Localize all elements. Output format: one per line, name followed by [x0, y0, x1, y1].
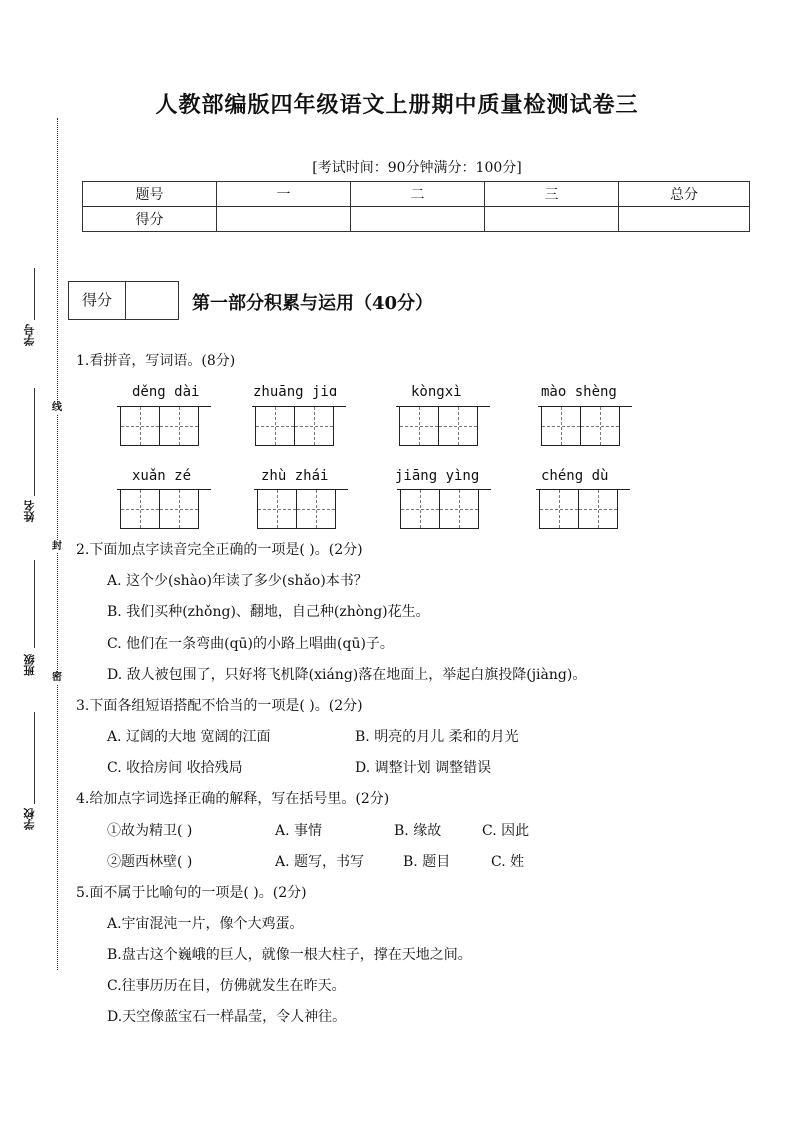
score-table-score-row — [83, 207, 750, 232]
question-4-item-1-option-b: B. 缘故 — [394, 823, 442, 839]
char-box[interactable] — [255, 406, 295, 446]
score-cell-part3[interactable] — [485, 207, 619, 232]
question-4-item-1-option-a: A. 事情 — [275, 823, 323, 839]
char-box[interactable] — [257, 489, 297, 529]
score-table-header-row — [83, 182, 750, 207]
question-4-item-2-option-a: A. 题写，书写 — [275, 854, 365, 870]
char-box[interactable] — [294, 406, 334, 446]
question-4-item-2-option-b: B. 题目 — [403, 854, 451, 870]
pinyin-label: děng dài — [132, 384, 200, 400]
question-4-item-2-option-c: C. 姓 — [491, 854, 525, 870]
question-5-option-b[interactable]: B.盘古这个巍峨的巨人，就像一根大柱子，撑在天地之间。 — [107, 947, 472, 963]
school-label: 学校 — [23, 808, 36, 830]
pinyin-label: xuǎn zé — [132, 468, 192, 484]
pinyin-label: kòngxì — [411, 384, 462, 400]
char-box[interactable] — [438, 406, 478, 446]
score-cell-total[interactable] — [619, 207, 750, 232]
writing-grid[interactable] — [255, 406, 332, 446]
score-row-label: 得分 — [83, 207, 217, 232]
char-box[interactable] — [400, 489, 440, 529]
pinyin-label: jiāng yìng — [395, 468, 480, 484]
writing-grid[interactable] — [120, 489, 197, 529]
question-3-option-b[interactable]: B. 明亮的月儿 柔和的月光 — [355, 729, 519, 745]
char-box[interactable] — [580, 406, 620, 446]
char-box[interactable] — [439, 489, 479, 529]
char-box[interactable] — [539, 489, 579, 529]
pinyin-label: mào shèng — [541, 384, 617, 400]
section-score-field[interactable] — [126, 282, 178, 319]
name-blank[interactable] — [34, 388, 35, 496]
writing-grid[interactable] — [257, 489, 334, 529]
pinyin-label: zhuāng jiɑ — [253, 384, 338, 400]
question-5-option-d[interactable]: D.天空像蓝宝石一样晶莹，令人神往。 — [107, 1009, 347, 1025]
class-blank[interactable] — [34, 560, 35, 648]
student-id-blank[interactable] — [34, 268, 35, 320]
page-title: 人教部编版四年级语文上册期中质量检测试卷三 — [155, 92, 639, 118]
question-2-option-a[interactable]: A. 这个少(shào)年读了多少(shǎo)本书？ — [107, 573, 368, 589]
char-box[interactable] — [159, 489, 199, 529]
question-1-prompt: 1.看拼音，写词语。(8分) — [76, 353, 236, 369]
writing-grid[interactable] — [399, 406, 476, 446]
section-score-box — [68, 281, 179, 320]
question-4-item-1[interactable]: ①故为精卫( ) — [107, 823, 193, 839]
name-label: 姓名 — [23, 500, 36, 522]
question-3-option-c[interactable]: C. 收拾房间 收拾残局 — [107, 760, 243, 776]
exam-time-note: [考试时间：90分钟满分：100分] — [312, 160, 522, 176]
student-id-label: 学号 — [23, 324, 36, 346]
question-5-option-c[interactable]: C.往事历历在目，仿佛就发生在昨天。 — [107, 978, 346, 994]
class-label: 班级 — [23, 654, 36, 676]
question-3-option-a[interactable]: A. 辽阔的大地 宽阔的江面 — [107, 729, 271, 745]
pinyin-label: chéng dù — [541, 468, 609, 484]
school-blank[interactable] — [34, 712, 35, 804]
question-4-item-1-option-c: C. 因此 — [482, 823, 530, 839]
char-box[interactable] — [578, 489, 618, 529]
char-box[interactable] — [399, 406, 439, 446]
header-cell-number: 题号 — [83, 182, 217, 207]
seal-char-secret: 密 — [52, 672, 62, 683]
pinyin-label: zhù zhái — [261, 468, 329, 484]
header-cell-part1: 一 — [217, 182, 351, 207]
writing-grid[interactable] — [541, 406, 618, 446]
question-5-option-a[interactable]: A.宇宙混沌一片，像个大鸡蛋。 — [107, 916, 304, 932]
score-table — [82, 181, 750, 232]
question-3-prompt: 3.下面各组短语搭配不恰当的一项是( )。(2分) — [76, 698, 363, 714]
char-box[interactable] — [541, 406, 581, 446]
score-cell-part2[interactable] — [351, 207, 485, 232]
question-2-option-c[interactable]: C. 他们在一条弯曲(qū)的小路上唱曲(qū)子。 — [107, 636, 394, 652]
header-cell-part2: 二 — [351, 182, 485, 207]
char-box[interactable] — [120, 489, 160, 529]
question-2-prompt: 2.下面加点字读音完全正确的一项是( )。(2分) — [76, 542, 363, 558]
char-box[interactable] — [159, 406, 199, 446]
section-title: 第一部分积累与运用（40分） — [192, 293, 434, 314]
section-score-label: 得分 — [69, 282, 126, 319]
writing-grid[interactable] — [120, 406, 197, 446]
question-2-option-b[interactable]: B. 我们买种(zhǒng)、翻地，自己种(zhòng)花生。 — [107, 604, 430, 620]
question-4-item-2[interactable]: ②题西林壁( ) — [107, 854, 193, 870]
seal-char-line: 线 — [52, 402, 62, 413]
char-box[interactable] — [296, 489, 336, 529]
writing-grid[interactable] — [539, 489, 616, 529]
question-4-prompt: 4.给加点字词选择正确的解释，写在括号里。(2分) — [76, 791, 390, 807]
score-cell-part1[interactable] — [217, 207, 351, 232]
seal-char-seal: 封 — [52, 541, 62, 552]
header-cell-total: 总分 — [619, 182, 750, 207]
question-2-option-d[interactable]: D. 敌人被包围了，只好将飞机降(xiáng)落在地面上，举起白旗投降(jiàng)。 — [107, 667, 587, 683]
question-5-prompt: 5.面不属于比喻句的一项是( )。(2分) — [76, 885, 307, 901]
question-3-option-d[interactable]: D. 调整计划 调整错误 — [355, 760, 492, 776]
writing-grid[interactable] — [400, 489, 477, 529]
header-cell-part3: 三 — [485, 182, 619, 207]
char-box[interactable] — [120, 406, 160, 446]
